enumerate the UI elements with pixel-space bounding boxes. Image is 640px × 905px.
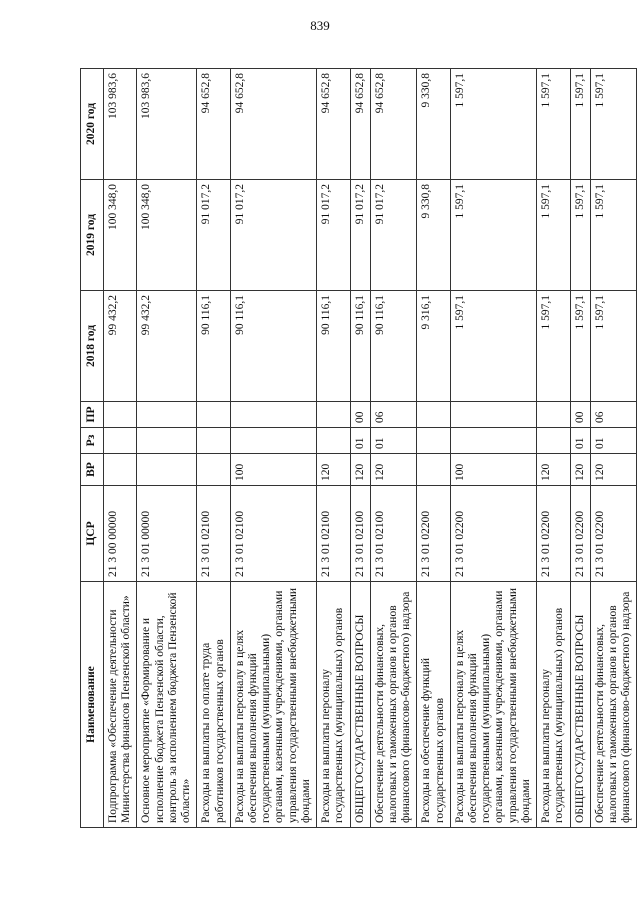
cell-2019: 91 017,2 bbox=[317, 180, 350, 291]
cell-pr: 06 bbox=[370, 402, 417, 428]
cell-vr bbox=[137, 454, 197, 486]
table-row bbox=[417, 69, 450, 828]
cell-rz bbox=[450, 428, 536, 454]
header-pr: ПР bbox=[81, 402, 104, 428]
cell-2020: 94 652,8 bbox=[350, 69, 370, 180]
cell-name: Основное мероприятие «Формирование и исполнение бюджета Пензенской области, контроль за исполнением бюджета Пензенской области» bbox=[137, 582, 197, 828]
table-row bbox=[537, 69, 570, 828]
cell-csr: 21 3 01 02200 bbox=[590, 486, 637, 582]
cell-name: Расходы на выплаты персоналу государственных (муниципальных) органов bbox=[317, 582, 350, 828]
cell-name: Обеспечение деятельности финансовых, налоговых и таможенных органов и органов финансового (финансово-бюджетного) надзора bbox=[370, 582, 417, 828]
cell-2018: 99 432,2 bbox=[104, 291, 137, 402]
cell-2019: 91 017,2 bbox=[197, 180, 230, 291]
header-2019: 2019 год bbox=[81, 180, 104, 291]
cell-2019: 1 597,1 bbox=[590, 180, 637, 291]
table-row bbox=[197, 69, 230, 828]
header-name: Наименование bbox=[81, 582, 104, 828]
table-row bbox=[137, 69, 197, 828]
cell-pr bbox=[104, 402, 137, 428]
cell-vr bbox=[417, 454, 450, 486]
table-row bbox=[350, 69, 370, 828]
cell-2018: 90 116,1 bbox=[197, 291, 230, 402]
budget-table bbox=[80, 68, 637, 828]
cell-csr: 21 3 01 00000 bbox=[137, 486, 197, 582]
cell-vr: 100 bbox=[450, 454, 536, 486]
cell-pr bbox=[137, 402, 197, 428]
cell-2020: 94 652,8 bbox=[370, 69, 417, 180]
cell-csr: 21 3 01 02100 bbox=[370, 486, 417, 582]
cell-name: Подпрограмма «Обеспечение деятельности Министерства финансов Пензенской области» bbox=[104, 582, 137, 828]
cell-2018: 90 116,1 bbox=[317, 291, 350, 402]
header-csr: ЦСР bbox=[81, 486, 104, 582]
cell-2019: 100 348,0 bbox=[137, 180, 197, 291]
cell-csr: 21 3 01 02200 bbox=[450, 486, 536, 582]
table-row bbox=[570, 69, 590, 828]
cell-2018: 1 597,1 bbox=[450, 291, 536, 402]
cell-name: Расходы на выплаты персоналу в целях обеспечения выполнения функций государственными (муниципальными) органами, казенными учреждениями, органами управления государственными внебюджетными фондами bbox=[450, 582, 536, 828]
cell-2019: 91 017,2 bbox=[350, 180, 370, 291]
cell-vr: 120 bbox=[570, 454, 590, 486]
cell-vr: 120 bbox=[537, 454, 570, 486]
cell-pr bbox=[317, 402, 350, 428]
cell-rz bbox=[137, 428, 197, 454]
cell-rz: 01 bbox=[570, 428, 590, 454]
cell-2019: 9 330,8 bbox=[417, 180, 450, 291]
cell-2019: 100 348,0 bbox=[104, 180, 137, 291]
cell-pr bbox=[197, 402, 230, 428]
cell-csr: 21 3 01 02200 bbox=[537, 486, 570, 582]
cell-2020: 1 597,1 bbox=[570, 69, 590, 180]
cell-2018: 1 597,1 bbox=[537, 291, 570, 402]
table-row bbox=[230, 69, 316, 828]
cell-2018: 90 116,1 bbox=[370, 291, 417, 402]
cell-name: Расходы на выплаты по оплате труда работников государственных органов bbox=[197, 582, 230, 828]
cell-csr: 21 3 01 02200 bbox=[570, 486, 590, 582]
cell-pr bbox=[230, 402, 316, 428]
cell-vr: 120 bbox=[317, 454, 350, 486]
cell-vr bbox=[197, 454, 230, 486]
cell-2019: 91 017,2 bbox=[370, 180, 417, 291]
cell-2018: 99 432,2 bbox=[137, 291, 197, 402]
cell-csr: 21 3 01 02100 bbox=[230, 486, 316, 582]
cell-vr bbox=[104, 454, 137, 486]
header-vr: ВР bbox=[81, 454, 104, 486]
cell-rz bbox=[537, 428, 570, 454]
cell-rz bbox=[197, 428, 230, 454]
header-2018: 2018 год bbox=[81, 291, 104, 402]
page-number: 839 bbox=[310, 18, 330, 33]
cell-name: Расходы на выплаты персоналу государственных (муниципальных) органов bbox=[537, 582, 570, 828]
cell-2019: 1 597,1 bbox=[570, 180, 590, 291]
cell-vr: 120 bbox=[350, 454, 370, 486]
cell-rz: 01 bbox=[370, 428, 417, 454]
cell-pr bbox=[417, 402, 450, 428]
cell-rz bbox=[417, 428, 450, 454]
cell-2019: 1 597,1 bbox=[450, 180, 536, 291]
table-row bbox=[317, 69, 350, 828]
cell-pr bbox=[450, 402, 536, 428]
cell-rz bbox=[230, 428, 316, 454]
cell-name: Расходы на обеспечение функций государственных органов bbox=[417, 582, 450, 828]
table-row bbox=[104, 69, 137, 828]
cell-csr: 21 3 01 02200 bbox=[417, 486, 450, 582]
cell-name: ОБЩЕГОСУДАРСТВЕННЫЕ ВОПРОСЫ bbox=[570, 582, 590, 828]
cell-name: Расходы на выплаты персоналу в целях обеспечения выполнения функций государственными (муниципальными) органами, казенными учреждениями, органами управления государственными внебюджетными фондами bbox=[230, 582, 316, 828]
cell-vr: 120 bbox=[370, 454, 417, 486]
cell-2018: 90 116,1 bbox=[350, 291, 370, 402]
cell-2018: 90 116,1 bbox=[230, 291, 316, 402]
table-row bbox=[370, 69, 417, 828]
cell-2020: 1 597,1 bbox=[537, 69, 570, 180]
cell-pr bbox=[537, 402, 570, 428]
cell-pr: 06 bbox=[590, 402, 637, 428]
cell-csr: 21 3 00 00000 bbox=[104, 486, 137, 582]
cell-2020: 94 652,8 bbox=[230, 69, 316, 180]
header-2020: 2020 год bbox=[81, 69, 104, 180]
cell-vr: 100 bbox=[230, 454, 316, 486]
cell-2019: 91 017,2 bbox=[230, 180, 316, 291]
cell-rz bbox=[104, 428, 137, 454]
rotated-table-container bbox=[80, 68, 633, 828]
cell-2020: 103 983,6 bbox=[137, 69, 197, 180]
cell-vr: 120 bbox=[590, 454, 637, 486]
cell-rz bbox=[317, 428, 350, 454]
cell-2020: 94 652,8 bbox=[317, 69, 350, 180]
cell-2018: 9 316,1 bbox=[417, 291, 450, 402]
table-row bbox=[450, 69, 536, 828]
cell-csr: 21 3 01 02100 bbox=[317, 486, 350, 582]
cell-pr: 00 bbox=[570, 402, 590, 428]
cell-2018: 1 597,1 bbox=[590, 291, 637, 402]
table-row bbox=[590, 69, 637, 828]
table-header-row bbox=[81, 69, 104, 828]
cell-rz: 01 bbox=[350, 428, 370, 454]
cell-rz: 01 bbox=[590, 428, 637, 454]
cell-2020: 1 597,1 bbox=[450, 69, 536, 180]
header-rz: Рз bbox=[81, 428, 104, 454]
cell-2020: 1 597,1 bbox=[590, 69, 637, 180]
cell-csr: 21 3 01 02100 bbox=[197, 486, 230, 582]
cell-2019: 1 597,1 bbox=[537, 180, 570, 291]
cell-name: ОБЩЕГОСУДАРСТВЕННЫЕ ВОПРОСЫ bbox=[350, 582, 370, 828]
cell-2020: 103 983,6 bbox=[104, 69, 137, 180]
cell-2020: 94 652,8 bbox=[197, 69, 230, 180]
cell-2018: 1 597,1 bbox=[570, 291, 590, 402]
cell-name: Обеспечение деятельности финансовых, налоговых и таможенных органов и органов финансового (финансово-бюджетного) надзора bbox=[590, 582, 637, 828]
cell-pr: 00 bbox=[350, 402, 370, 428]
cell-2020: 9 330,8 bbox=[417, 69, 450, 180]
cell-csr: 21 3 01 02100 bbox=[350, 486, 370, 582]
